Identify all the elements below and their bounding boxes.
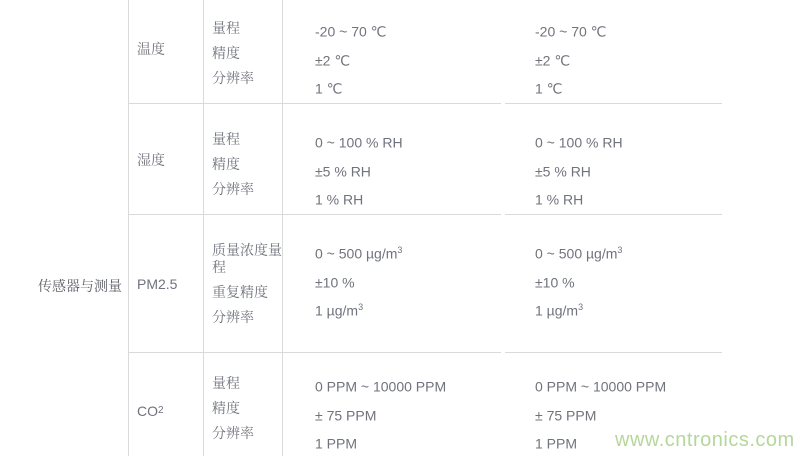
spec-value: ±10 % <box>535 274 575 291</box>
value-cell-model-2 <box>503 104 722 215</box>
spec-value: ±5 % RH <box>535 163 591 180</box>
row-group-header: 传感器与测量 <box>38 278 122 294</box>
value-cell-model-1 <box>282 0 503 104</box>
superscript: 3 <box>358 302 364 313</box>
param-label: 分辨率 <box>212 70 254 86</box>
cntronics-watermark: www.cntronics.com <box>615 429 795 451</box>
spec-value: ±10 % <box>315 274 355 291</box>
sensor-name-cell <box>128 353 203 456</box>
param-label: 分辨率 <box>212 425 254 441</box>
value-cell-model-1 <box>282 353 503 456</box>
sensor-name-cell <box>128 215 203 353</box>
sensor-name: 湿度 <box>137 151 165 168</box>
value-cell-model-1 <box>282 104 503 215</box>
spec-value: 1 ℃ <box>315 80 343 97</box>
param-label: 量程 <box>212 131 240 147</box>
table-row-humidity <box>128 104 722 215</box>
spec-value: ± 75 PPM <box>535 407 597 424</box>
param-label: 精度 <box>212 400 240 416</box>
spec-value: 1 $\mu g/m^3$ <box>535 302 584 319</box>
spec-value: -20 ~ 70 ℃ <box>535 23 607 40</box>
superscript: 3 <box>397 245 403 255</box>
param-label: 精度 <box>212 156 240 172</box>
spec-value: 0 ~ 100 % RH <box>315 134 403 151</box>
param-label: 量程 <box>212 20 240 36</box>
param-label: 重复精度 <box>212 284 268 300</box>
value-cell-model-2 <box>503 215 722 353</box>
spec-value: 1 $\mu g/m^3$ <box>315 302 364 319</box>
spec-value: 1 PPM <box>315 435 358 452</box>
spec-value: 0 PPM ~ 10000 PPM <box>315 378 447 395</box>
spec-value: 1 PPM <box>535 435 578 452</box>
sensor-name-cell <box>128 0 203 104</box>
sensor-name-cell <box>128 104 203 215</box>
spec-value: 1 ℃ <box>535 80 563 97</box>
sensor-name: 温度 <box>137 40 165 57</box>
spec-value: ±5 % RH <box>315 163 371 180</box>
param-label: 精度 <box>212 45 240 61</box>
param-label: 量程 <box>212 375 240 391</box>
param-cell <box>203 353 282 456</box>
spec-value: 1 % RH <box>315 191 364 208</box>
sensor-name: PM2.5 <box>137 276 178 292</box>
sensor-name-subscript: 2 <box>158 405 164 416</box>
spec-value: 0 ~ 100 % RH <box>535 134 623 151</box>
sensor-name: CO <box>137 402 158 419</box>
spec-value: ±2 ℃ <box>315 52 351 69</box>
spec-table <box>128 0 722 456</box>
spec-value: ± 75 PPM <box>315 407 377 424</box>
param-label: 分辨率 <box>212 181 254 197</box>
param-label: 分辨率 <box>212 309 254 325</box>
spec-value: 1 % RH <box>535 191 584 208</box>
superscript: 3 <box>578 302 584 313</box>
spec-value: 0 ~ 500 $\mu g/m^3$ <box>535 245 623 262</box>
param-label: 质量浓度量程 <box>212 242 282 275</box>
value-cell-model-2 <box>503 0 722 104</box>
value-cell-model-1 <box>282 215 503 353</box>
spec-value: 0 PPM ~ 10000 PPM <box>535 378 667 395</box>
table-row-temperature <box>128 0 722 104</box>
param-cell <box>203 0 282 104</box>
spec-value: 0 ~ 500 $\mu g/m^3$ <box>315 245 403 262</box>
spec-value: -20 ~ 70 ℃ <box>315 23 387 40</box>
param-cell <box>203 215 282 353</box>
param-cell <box>203 104 282 215</box>
superscript: 3 <box>617 245 623 255</box>
spec-value: ±2 ℃ <box>535 52 571 69</box>
table-row-pm25 <box>128 215 722 353</box>
